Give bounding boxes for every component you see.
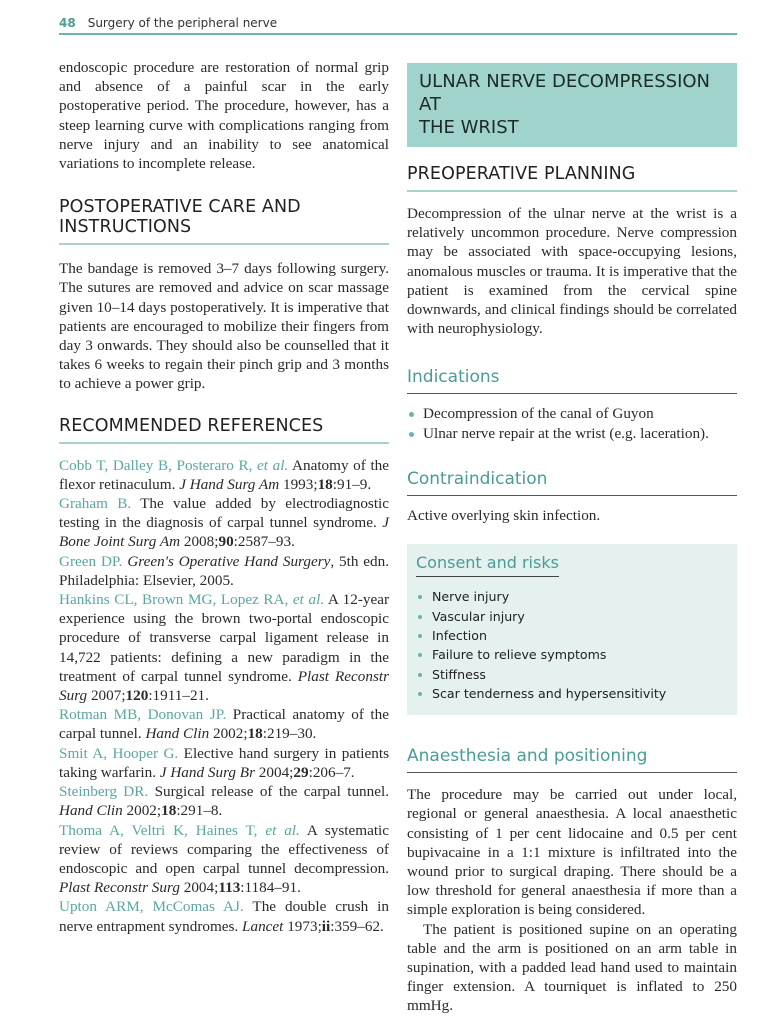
reference-year: 1973; <box>283 917 322 935</box>
reference-item <box>59 821 389 898</box>
reference-volume: ii <box>321 917 331 935</box>
reference-etal: et al. <box>252 456 289 474</box>
reference-item <box>59 705 389 743</box>
chapter-title-line1: ULNAR NERVE DECOMPRESSION AT <box>419 71 711 115</box>
reference-authors[interactable]: Graham B. <box>59 495 132 513</box>
reference-pages: :1911–21. <box>148 687 209 705</box>
risk-item: Scar tenderness and hypersensitivity <box>416 684 728 703</box>
reference-year: 2002; <box>209 725 248 743</box>
indications-heading: Indications <box>407 366 737 394</box>
right-column <box>407 63 737 1016</box>
reference-year: 2007; <box>87 687 126 705</box>
reference-authors[interactable]: Rotman MB, Donovan JP. <box>59 706 227 724</box>
reference-item <box>59 590 389 705</box>
anaesthesia-paragraph-2: The patient is positioned supine on an operating table and the arm is positioned on an arm table in supination, with a padded lead hand used to maintain finger extension. A tourniquet is inflated to 250 mmHg. <box>407 920 737 1015</box>
reference-volume: 18 <box>161 802 177 820</box>
contraindication-heading: Contraindication <box>407 468 737 496</box>
running-head <box>59 14 737 35</box>
reference-journal: J Bone Joint Surg Am <box>59 514 389 551</box>
reference-volume: 113 <box>218 879 241 897</box>
reference-authors[interactable]: Cobb T, Dalley B, Posteraro R, <box>59 456 253 474</box>
reference-journal: Lancet <box>242 917 284 935</box>
references-heading: RECOMMENDED REFERENCES <box>59 416 389 444</box>
reference-item <box>59 782 389 820</box>
reference-item <box>59 494 389 552</box>
reference-journal: Plast Reconstr Surg <box>59 879 180 897</box>
postop-heading-line1: POSTOPERATIVE CARE AND <box>59 197 301 218</box>
risk-item: Failure to relieve symptoms <box>416 645 728 664</box>
reference-item <box>59 897 389 935</box>
reference-title: A systematic review of reviews comparing the effectiveness of endoscopic and open carpal tunnel decompression. <box>59 821 390 877</box>
reference-journal: Hand Clin <box>145 725 210 743</box>
reference-journal: Plast Reconstr Surg <box>59 667 389 705</box>
reference-volume: 29 <box>293 763 309 781</box>
reference-etal: et al. <box>288 591 325 609</box>
intro-paragraph: endoscopic procedure are restoration of normal grip and absence of a painful scar in the early postoperative period. The procedure, however, has a steep learning curve with complications ranging from nerve injury and an inability to see anatomical variations to incomplete release. <box>59 59 389 173</box>
contraindication-text: Active overlying skin infection. <box>407 507 601 525</box>
indications-list <box>407 404 737 443</box>
reference-item <box>59 744 389 782</box>
reference-title: Elective hand surgery in patients taking warfarin. <box>59 744 389 781</box>
risk-item: Stiffness <box>416 665 728 684</box>
reference-pages: :2587–93. <box>233 533 295 551</box>
reference-year: 2004; <box>255 763 294 781</box>
reference-etal: et al. <box>257 821 300 839</box>
reference-authors[interactable]: Thoma A, Veltri K, Haines T, <box>59 821 258 839</box>
reference-authors[interactable]: Hankins CL, Brown MG, Lopez RA, <box>59 591 289 609</box>
reference-pages: :291–8. <box>176 802 223 820</box>
reference-pages: :359–62. <box>330 917 384 935</box>
postop-heading-line2: INSTRUCTIONS <box>59 217 192 238</box>
reference-title: The value added by electrodiagnostic testing in the diagnosis of carpal tunnel syndrome. <box>59 495 390 532</box>
reference-journal: J Hand Surg Br <box>159 763 255 781</box>
indication-item: Ulnar nerve repair at the wrist (e.g. laceration). <box>407 424 737 443</box>
anaesthesia-paragraph-1: The procedure may be carried out under local, regional or general anaesthesia. A local anaesthetic consisting of 1 per cent lidocaine and 0.5 per cent bupivacaine in a 1:1 mixture is infiltrated into the wound prior to surgical draping. There should be a low threshold for general anaesthesia if more than a simple exploration is being considered. <box>407 786 737 919</box>
postop-heading <box>59 197 389 245</box>
reference-year: 2002; <box>122 802 162 820</box>
reference-item <box>59 552 389 590</box>
reference-year: 2008; <box>180 533 219 551</box>
reference-volume: 90 <box>218 533 234 551</box>
left-column <box>59 58 389 936</box>
chapter-title-box <box>407 63 737 147</box>
risk-item: Infection <box>416 626 728 645</box>
references-list <box>59 456 389 936</box>
reference-volume: 18 <box>247 725 263 743</box>
chapter-title-line2: THE WRIST <box>419 117 519 138</box>
reference-item <box>59 456 389 494</box>
reference-journal: Hand Clin <box>59 802 123 820</box>
reference-journal: Green's Operative Hand Surgery <box>127 552 331 570</box>
consent-risks-list <box>416 587 728 703</box>
reference-authors[interactable]: Smit A, Hooper G. <box>59 744 179 762</box>
reference-title: Practical anatomy of the carpal tunnel. <box>59 706 389 743</box>
reference-volume: 120 <box>125 687 149 705</box>
reference-year: 1993; <box>279 475 318 493</box>
risk-item: Nerve injury <box>416 587 728 606</box>
reference-pages: :206–7. <box>308 763 355 781</box>
reference-pages: :219–30. <box>262 725 317 743</box>
preop-paragraph: Decompression of the ulnar nerve at the wrist is a relatively uncommon procedure. Nerve compression may be associated with space-occupying lesions, anomalous muscles or trauma. It is imperative that the patient is examined from the cervical spine downwards, and clinical findings should be correlated with neurophysiology. <box>407 205 737 338</box>
preop-heading: PREOPERATIVE PLANNING <box>407 164 737 192</box>
reference-journal: J Hand Surg Am <box>179 475 280 493</box>
consent-heading: Consent and risks <box>416 552 559 577</box>
reference-pages: :1184–91. <box>240 879 301 897</box>
reference-year: 2004; <box>179 879 219 897</box>
reference-title: Surgical release of the carpal tunnel. <box>148 783 389 801</box>
reference-authors[interactable]: Green DP. <box>59 552 123 570</box>
risk-item: Vascular injury <box>416 607 728 626</box>
consent-box <box>407 544 737 715</box>
reference-authors[interactable]: Steinberg DR. <box>59 783 149 801</box>
indication-item: Decompression of the canal of Guyon <box>407 404 737 423</box>
reference-title: A 12-year experience using the brown two-portal endoscopic procedure of transverse carpal ligament release in 14,722 patients: defining a new paradigm in the treatment of carpal tunnel syndrome. <box>59 591 390 685</box>
reference-title: Anatomy of the flexor retinaculum. <box>59 456 389 493</box>
postop-paragraph: The bandage is removed 3–7 days following surgery. The sutures are removed and advice on scar massage given 10–14 days postoperatively. It is imperative that patients are encouraged to mobilize their fingers from day 3 onwards. They should also be counselled that it takes 6 weeks to regain their pinch grip and 3 months to achieve a power grip. <box>59 260 389 393</box>
anaesthesia-heading: Anaesthesia and positioning <box>407 745 737 773</box>
reference-edition: , 5th edn. Philadelphia: Elsevier, 2005. <box>59 552 389 589</box>
reference-authors[interactable]: Upton ARM, McComas AJ. <box>59 898 244 916</box>
running-head-title: Surgery of the peripheral nerve <box>87 16 278 30</box>
reference-volume: 18 <box>317 475 333 493</box>
reference-pages: :91–9. <box>332 475 372 493</box>
reference-title: The double crush in nerve entrapment syndromes. <box>59 898 389 935</box>
page-number: 48 <box>59 16 76 30</box>
